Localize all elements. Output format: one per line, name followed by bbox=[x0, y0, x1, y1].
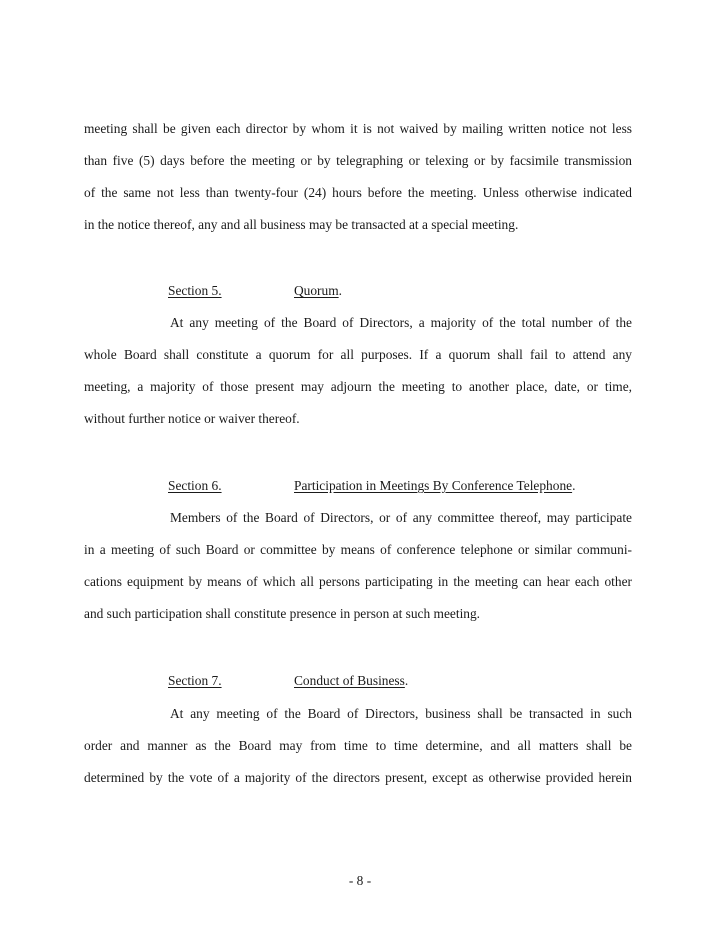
section-5-line-3: meeting, a majority of those present may adjourn the meeting to another place, date, or time, bbox=[84, 379, 632, 394]
section-7-number: Section 7. bbox=[168, 673, 222, 688]
section-6-line-1: Members of the Board of Directors, or of any committee thereof, may participate bbox=[170, 510, 632, 525]
section-5-line-2: whole Board shall constitute a quorum for all purposes. If a quorum shall fail to attend any bbox=[84, 347, 632, 362]
section-6-title: Participation in Meetings By Conference Telephone. bbox=[294, 478, 576, 493]
section-5-number: Section 5. bbox=[168, 283, 222, 298]
section-6-line-4: and such participation shall constitute presence in person at such meeting. bbox=[84, 606, 481, 621]
section-5-line-1: At any meeting of the Board of Directors, a majority of the total number of the bbox=[170, 315, 632, 330]
section-5-line-4: without further notice or waiver thereof. bbox=[84, 411, 300, 426]
intro-line-1: meeting shall be given each director by whom it is not waived by mailing written notice not less bbox=[84, 121, 632, 136]
section-7-line-1: At any meeting of the Board of Directors, business shall be transacted in such bbox=[170, 706, 632, 721]
page-number: - 8 - bbox=[348, 873, 372, 888]
intro-line-2: than five (5) days before the meeting or by telegraphing or telexing or by facsimile transmission bbox=[84, 153, 632, 168]
section-6-line-2: in a meeting of such Board or committee by means of conference telephone or similar communi- bbox=[84, 542, 632, 557]
intro-line-4: in the notice thereof, any and all business may be transacted at a special meeting. bbox=[84, 217, 519, 232]
section-5-title: Quorum. bbox=[294, 283, 342, 298]
section-7-line-2: order and manner as the Board may from time to time determine, and all matters shall be bbox=[84, 738, 632, 753]
section-6-line-3: cations equipment by means of which all persons participating in the meeting can hear each other bbox=[84, 574, 632, 589]
intro-line-3: of the same not less than twenty-four (24) hours before the meeting. Unless otherwise indicated bbox=[84, 185, 632, 200]
section-7-line-3: determined by the vote of a majority of the directors present, except as otherwise provided herein bbox=[84, 770, 632, 785]
section-6-number: Section 6. bbox=[168, 478, 222, 493]
section-7-title: Conduct of Business. bbox=[294, 673, 409, 688]
